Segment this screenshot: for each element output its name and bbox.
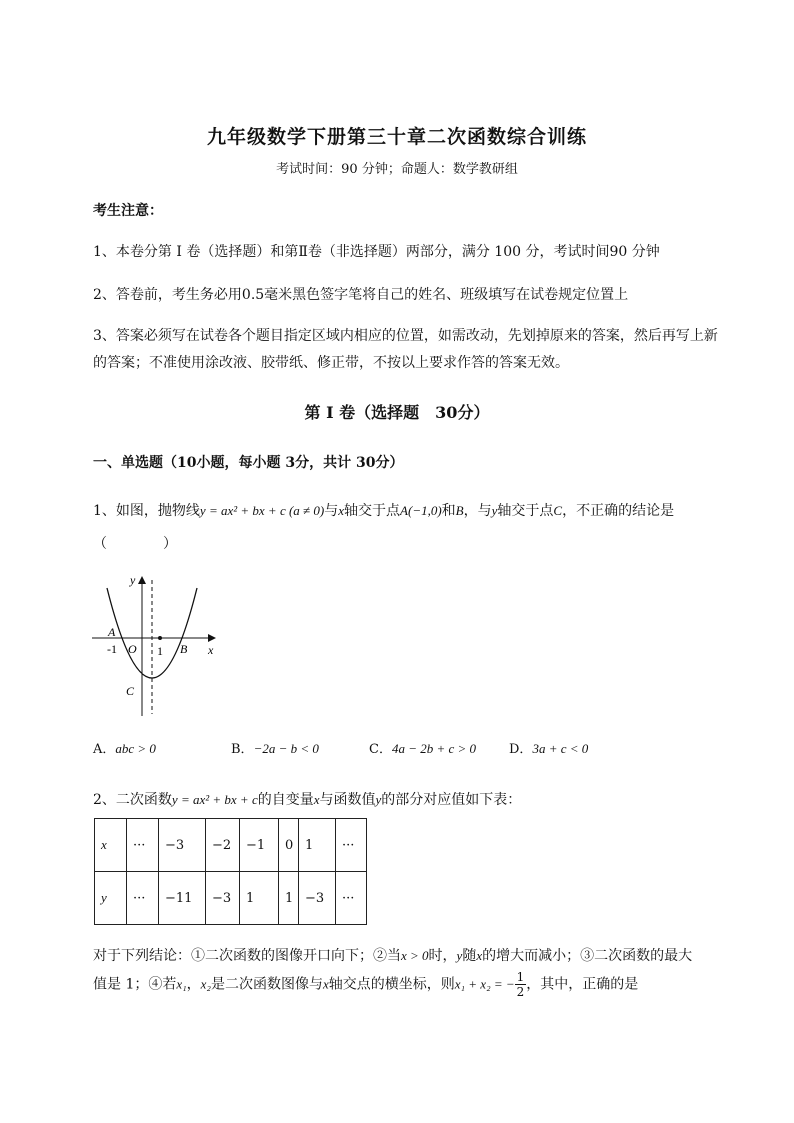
q2-var-x1: x₁ xyxy=(176,976,187,992)
q2-text: 的增大而减小；③二次函数的最大 xyxy=(482,948,693,964)
fraction xyxy=(515,970,527,999)
q2-text: 随 xyxy=(462,948,477,964)
fraction-denominator: 2 xyxy=(516,985,525,999)
q2-text: 对于下列结论：①二次函数的图像开口向下；②当 xyxy=(93,948,401,964)
table-cell: x xyxy=(95,819,127,872)
table-cell: −3 xyxy=(206,872,240,925)
option-d-expr: 3a + c < 0 xyxy=(532,741,589,756)
part-title: 一、单选题（10小题，每小题 3分，共计 30分） xyxy=(93,455,404,471)
q2-var-y: y xyxy=(375,792,382,807)
q2-sum-formula: x₁ + x₂ = − xyxy=(454,976,515,992)
section-title: 第 I 卷（选择题 30分） xyxy=(304,403,490,422)
point-a-label: A xyxy=(108,625,116,639)
q2-text: 轴交点的横坐标，则 xyxy=(328,976,455,993)
y-axis-label: y xyxy=(130,573,136,587)
point-c-label: C xyxy=(126,684,135,698)
q1-text: 轴交于点 xyxy=(344,503,401,519)
option-b-expr: −2a − b < 0 xyxy=(253,741,319,756)
option-a-label: A． xyxy=(93,742,116,757)
q2-text: ， xyxy=(186,976,201,993)
q2-var-x: x xyxy=(476,948,483,963)
q1-text: 与 xyxy=(324,503,339,519)
question-2-stem xyxy=(93,789,521,809)
q2-text: 与函数值 xyxy=(319,792,376,808)
notice-item-3-line-2: 的答案；不准使用涂改液、胶带纸、修正带，不按以上要求作答的答案无效。 xyxy=(93,355,569,371)
table-cell: ··· xyxy=(127,872,159,925)
question-1-stem xyxy=(93,500,674,520)
point-one-dot xyxy=(158,636,162,640)
option-d-label: D． xyxy=(509,742,533,757)
q2-var-y: y xyxy=(456,948,463,963)
option-d[interactable] xyxy=(509,738,588,757)
q2-conclusions-line-1 xyxy=(93,945,692,965)
q1-text: 轴交于点 xyxy=(497,503,554,519)
y-axis-arrow-icon xyxy=(138,576,146,584)
q2-text: 值是 1；④若 xyxy=(93,976,177,993)
table-cell: ··· xyxy=(336,819,367,872)
q1-text: 和 xyxy=(441,503,456,519)
table-row xyxy=(95,819,367,872)
x-axis-label: x xyxy=(208,643,214,657)
table-cell: −2 xyxy=(206,819,240,872)
q2-text: 时， xyxy=(428,948,457,964)
table-cell: y xyxy=(95,872,127,925)
table-cell: −3 xyxy=(159,819,206,872)
origin-label: O xyxy=(128,642,137,656)
notice-heading: 考生注意： xyxy=(93,203,163,219)
q1-var-x: x xyxy=(338,503,345,518)
q2-text: ，其中，正确的是 xyxy=(526,976,639,993)
point-b-label: B xyxy=(180,642,188,656)
option-b-label: B． xyxy=(231,742,254,757)
q1-var-y: y xyxy=(491,503,498,518)
q2-var-x2: x₂ xyxy=(200,976,211,992)
q1-text: ，与 xyxy=(463,503,492,519)
q2-text: 2、二次函数 xyxy=(93,792,172,808)
table-cell: −11 xyxy=(159,872,206,925)
notice-item-3-line-1: 3、答案必须写在试卷各个题目指定区域内相应的位置，如需改动，先划掉原来的答案，然后再写上新 xyxy=(93,328,718,344)
option-b[interactable] xyxy=(231,738,319,757)
table-cell: 1 xyxy=(299,819,336,872)
option-c[interactable] xyxy=(369,738,476,757)
table-cell: 1 xyxy=(240,872,279,925)
table-cell: ··· xyxy=(127,819,159,872)
table-cell: 0 xyxy=(279,819,299,872)
q1-formula: y = ax² + bx + c (a ≠ 0) xyxy=(199,503,325,518)
notice-item-2: 2、答卷前，考生务必用0.5毫米黑色签字笔将自己的姓名、班级填写在试卷规定位置上 xyxy=(93,287,629,303)
table-cell: −1 xyxy=(240,819,279,872)
q1-point-b: B xyxy=(455,503,464,518)
q2-text: 的自变量 xyxy=(257,792,314,808)
page-title: 九年级数学下册第三十章二次函数综合训练 xyxy=(206,126,587,148)
option-c-label: C． xyxy=(369,742,392,757)
q1-point-c: C xyxy=(553,503,563,518)
q1-text: 1、如图，抛物线 xyxy=(93,503,200,519)
fraction-numerator: 1 xyxy=(516,970,525,984)
q2-text: 的部分对应值如下表： xyxy=(381,792,522,808)
q1-point-a: A(−1,0) xyxy=(400,503,442,518)
table-cell: ··· xyxy=(336,872,367,925)
notice-item-1: 1、本卷分第 I 卷（选择题）和第Ⅱ卷（非选择题）两部分，满分 100 分，考试时间90 分钟 xyxy=(93,244,660,260)
option-a-expr: abc > 0 xyxy=(115,741,156,756)
q1-text: ，不正确的结论是 xyxy=(562,503,675,519)
x-axis-arrow-icon xyxy=(208,634,216,642)
q2-condition: x > 0 xyxy=(401,948,429,963)
exam-info: 考试时间：90 分钟；命题人：数学教研组 xyxy=(276,162,518,177)
q2-text: 是二次函数图像与 xyxy=(210,976,323,993)
q1-answer-paren: （ ） xyxy=(93,536,177,552)
table-cell: 1 xyxy=(279,872,299,925)
table-cell: −3 xyxy=(299,872,336,925)
q2-formula: y = ax² + bx + c xyxy=(171,792,258,807)
q2-var-x: x xyxy=(322,976,329,992)
table-row xyxy=(95,872,367,925)
q2-conclusions-line-2 xyxy=(93,970,638,999)
parabola-graph xyxy=(90,568,230,718)
option-a[interactable] xyxy=(93,738,156,757)
option-c-expr: 4a − 2b + c > 0 xyxy=(391,741,477,756)
value-table xyxy=(94,818,367,925)
tick-one-label: 1 xyxy=(157,644,163,658)
tick-neg-one-label: -1 xyxy=(107,642,117,656)
q2-var-x: x xyxy=(313,792,320,807)
